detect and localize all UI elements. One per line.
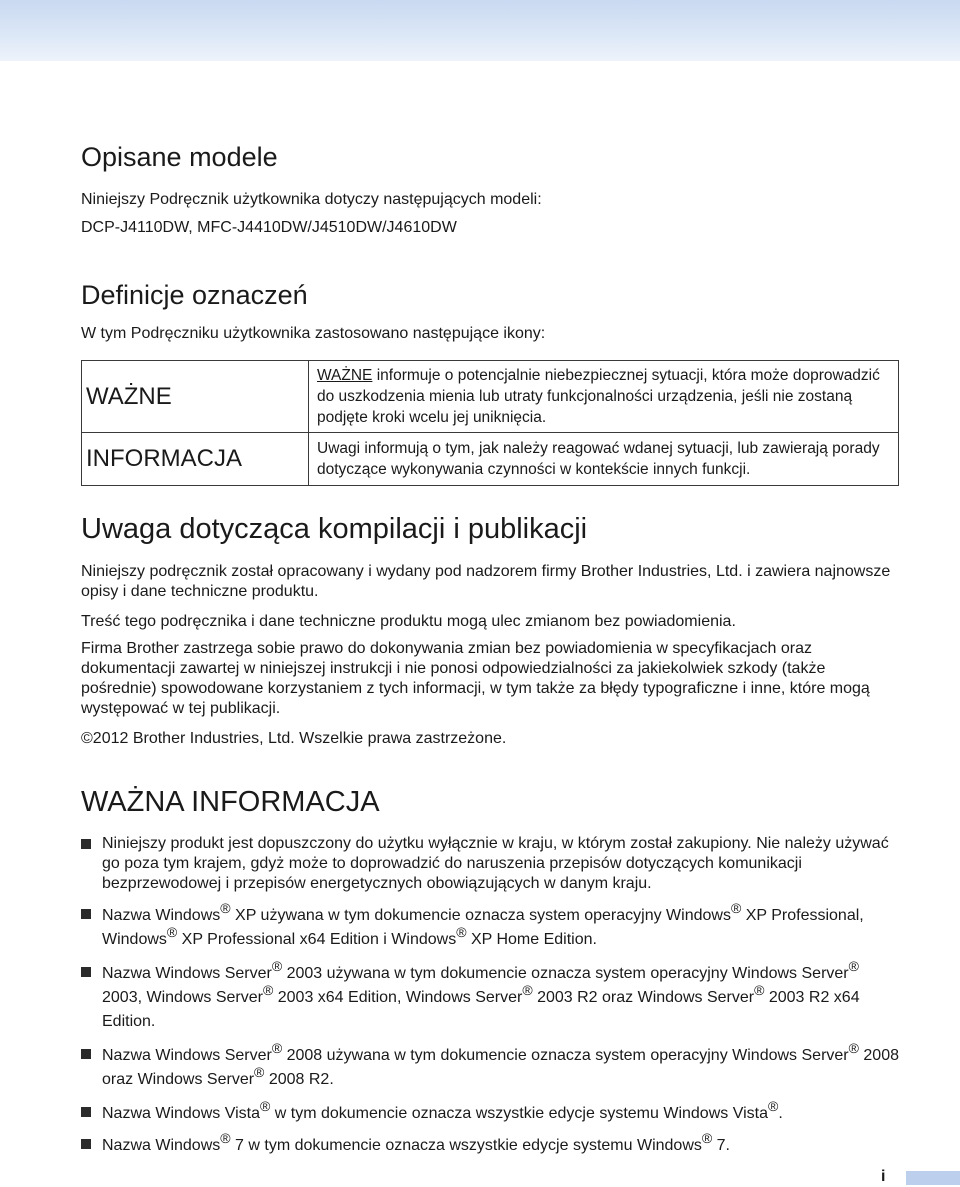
section-heading-compilation: Uwaga dotycząca kompilacji i publikacji [81,513,588,545]
registered-mark: ® [767,1098,779,1114]
list-item: Nazwa Windows® XP używana w tym dokumencie oznacza system operacyjny Windows® XP Professional, Windows® XP Professional x64 Edition i Windows® XP Home Edition. [81,904,899,952]
copyright-notice: ©2012 Brother Industries, Ltd. Wszelkie prawa zastrzeżone. [81,730,507,747]
icon-desc-important [309,361,899,433]
registered-mark: ® [220,1130,231,1146]
compilation-paragraph-2: Treść tego podręcznika i dane techniczne produktu mogą ulec zmianom bez powiadomienia. [81,613,736,630]
list-item: Nazwa Windows® 7 w tym dokumencie oznacza wszystkie edycje systemu Windows® 7. [81,1134,899,1158]
icon-desc-note: Uwagi informują o tym, jak należy reagować wdanej sytuacji, lub zawierają porady dotyczące wykonywania czynności w kontekście innych funkcji. [309,433,899,486]
bullet-square-icon [81,1107,91,1117]
list-item: Nazwa Windows Vista® w tym dokumencie oznacza wszystkie edycje systemu Windows Vista®. [81,1102,899,1126]
section-heading-definitions: Definicje oznaczeń [81,280,308,310]
list-item: Nazwa Windows Server® 2003 używana w tym dokumencie oznacza system operacyjny Windows Server® 2003, Windows Server® 2003 x64 Edition, Windows Server® 2003 R2 oraz Windows Server® 2003 R2 x64 Edition. [81,962,899,1034]
registered-mark: ® [848,1040,859,1056]
page-number: i [881,1168,886,1185]
bullet-square-icon [81,839,91,849]
page-number-bar [906,1171,960,1185]
bullet-square-icon [81,909,91,919]
registered-mark: ® [262,982,274,998]
registered-mark: ® [522,982,533,998]
registered-mark: ® [730,900,742,916]
compilation-paragraph-3: Firma Brother zastrzega sobie prawo do dokonywania zmian bez powiadomienia w specyfikacjach oraz dokumentacji zawartej w niniejszej instrukcji i nie ponosi odpowiedzialności za jakiekolwiek szkody (także pośrednie) spowodowane korzystaniem z tych informacji, w tym także za błędy typograficzne i inne, które mogą występować w tej publikacji. [81,640,870,717]
list-item: Niniejszy produkt jest dopuszczony do użytku wyłącznie w kraju, w którym został zakupiony. Nie należy używać go poza tym krajem, gdyż może to doprowadzić do naruszenia przepisów dotyczących komunikacji bezprzewodowej i przepisów energetycznych obowiązujących w danym kraju. [81,834,899,894]
registered-mark: ® [166,924,178,940]
bullet-square-icon [81,1049,91,1059]
header-band [0,0,960,61]
section-heading-important: WAŻNA INFORMACJA [81,786,380,818]
bullet-square-icon [81,967,91,977]
registered-mark: ® [271,958,283,974]
registered-mark: ® [259,1098,271,1114]
table-row [82,433,899,486]
icon-definitions-table [81,360,899,486]
icon-label-important: WAŻNE [82,361,309,433]
definitions-intro: W tym Podręczniku użytkownika zastosowano następujące ikony: [81,325,546,342]
registered-mark: ® [848,958,859,974]
registered-mark: ® [220,900,231,916]
icon-label-note: INFORMACJA [82,433,309,486]
registered-mark: ® [701,1130,713,1146]
registered-mark: ® [254,1064,265,1080]
registered-mark: ® [456,924,467,940]
important-bullet-list [81,834,899,1158]
list-item: Nazwa Windows Server® 2008 używana w tym dokumencie oznacza system operacyjny Windows Server® 2008 oraz Windows Server® 2008 R2. [81,1044,899,1092]
registered-mark: ® [271,1040,283,1056]
table-row [82,361,899,433]
important-term: WAŻNE [317,367,373,384]
compilation-paragraph-1: Niniejszy podręcznik został opracowany i wydany pod nadzorem firmy Brother Industries, Ltd. i zawiera najnowsze opisy i dane techniczne produktu. [81,563,891,600]
important-desc-text: informuje o potencjalnie niebezpiecznej sytuacji, która może doprowadzić do uszkodzenia mienia lub utraty funkcjonalności urządzenia, jeśli nie zostaną podjęte kroki wcelu jej uniknięcia. [317,367,880,426]
section-heading-models: Opisane modele [81,142,278,172]
registered-mark: ® [754,982,765,998]
models-intro: Niniejszy Podręcznik użytkownika dotyczy następujących modeli: [81,191,542,208]
bullet-square-icon [81,1139,91,1149]
models-list: DCP-J4110DW, MFC-J4410DW/J4510DW/J4610DW [81,219,457,236]
